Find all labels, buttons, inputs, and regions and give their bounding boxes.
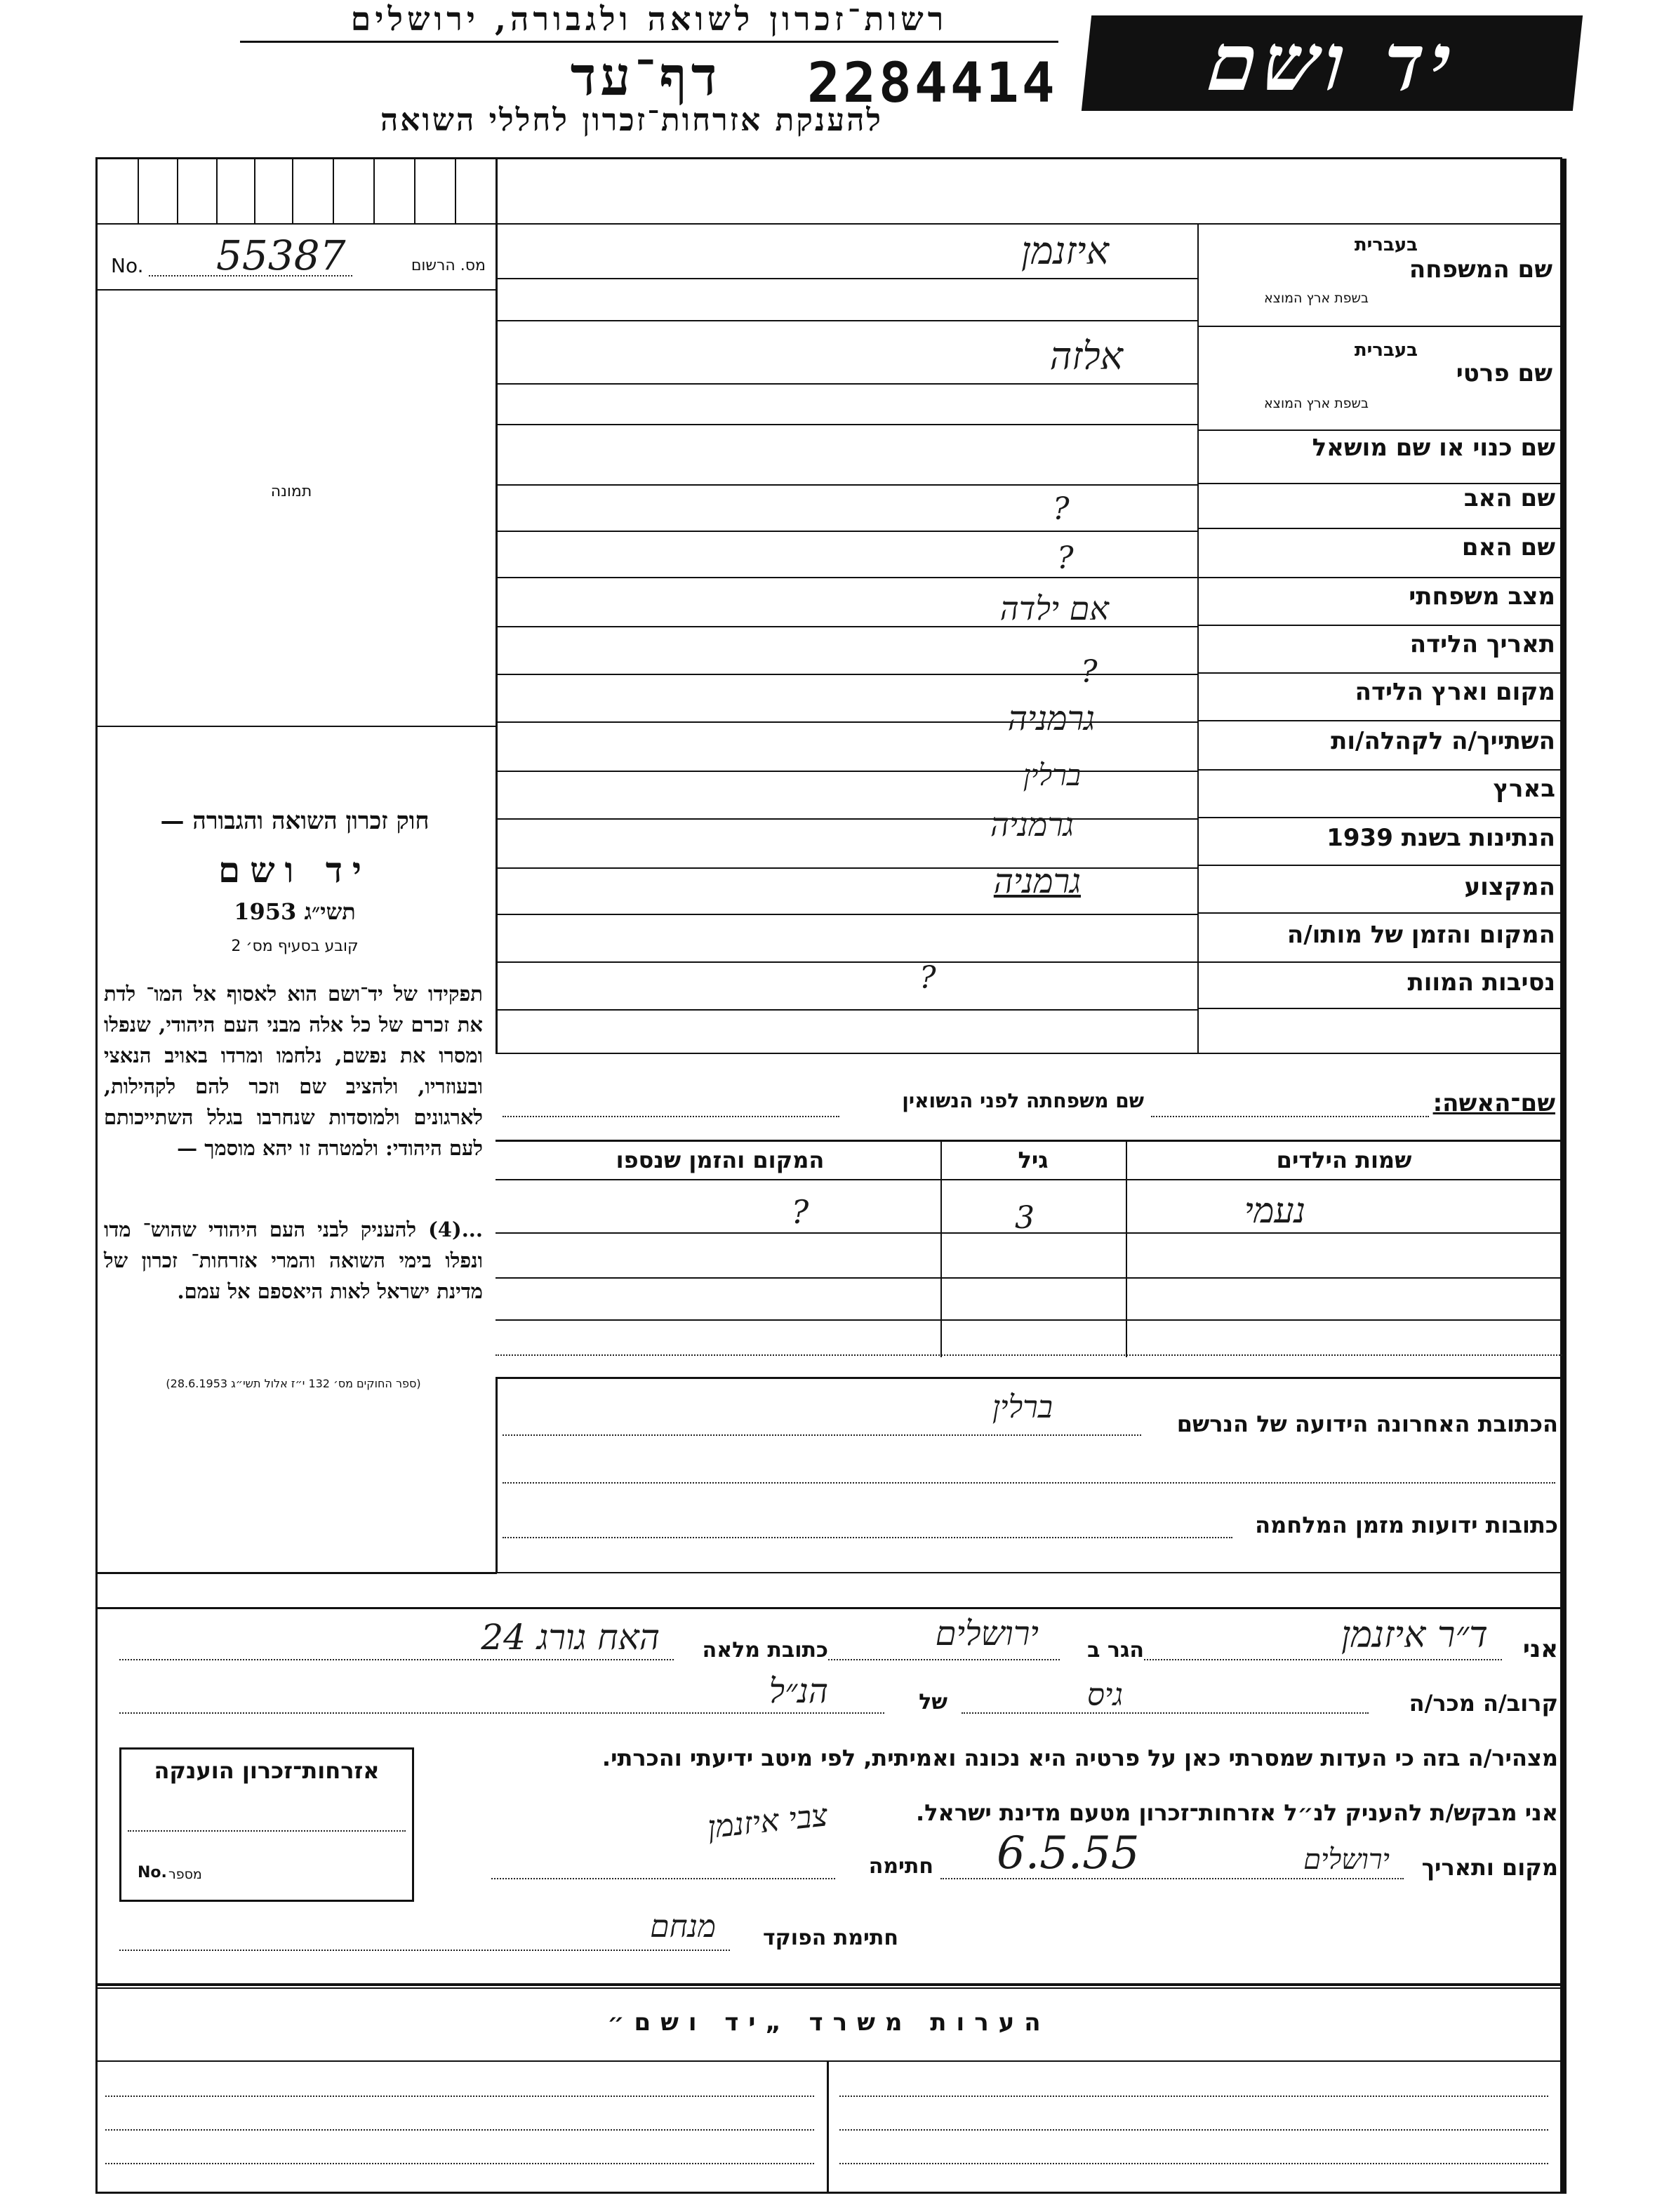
law-title: חוק זכרון השואה והגבורה — — [160, 807, 430, 835]
last-address-value[interactable]: ברלין — [992, 1390, 1053, 1425]
place-date-label: מקום ותאריך — [1421, 1854, 1558, 1881]
child-name[interactable]: נעמי — [1244, 1190, 1305, 1231]
field-sub-origin: בשפת ארץ המוצא — [1263, 291, 1369, 306]
yad-vashem-logo — [1082, 15, 1583, 111]
law-year: תשי״ג 1953 — [234, 898, 356, 925]
field-sub-hebrew: בעברית — [1354, 234, 1418, 255]
declarant-ani: אני — [1522, 1635, 1558, 1663]
place-value[interactable]: ירושלים — [1303, 1844, 1390, 1876]
children-header-age: גיל — [1018, 1147, 1049, 1173]
field-value-family-name[interactable]: איזנמן — [1021, 229, 1109, 273]
registration-number: 55387 — [216, 232, 346, 279]
field-sub-hebrew: בעברית — [1354, 340, 1418, 361]
declarant-signature[interactable]: צבי איזנמן — [705, 1797, 830, 1846]
field-label-father: שם האב — [1463, 484, 1555, 512]
field-value-mother[interactable]: ? — [1057, 540, 1074, 576]
field-value-first-name[interactable]: אלזה — [1049, 334, 1123, 378]
registration-label: מס. הרשום — [411, 257, 486, 274]
field-label-birthplace: מקום וארץ הלידה — [1355, 678, 1555, 706]
declarant-resides-label: הגר ב — [1087, 1638, 1144, 1663]
officer-signature-label: חתימת הפוקד — [763, 1926, 898, 1950]
field-value-death-place-time[interactable]: ? — [919, 960, 936, 996]
form-number: 2284414 — [807, 52, 1058, 115]
field-value-country[interactable]: גרמניה — [990, 806, 1074, 844]
child-death-place[interactable]: ? — [791, 1193, 809, 1231]
field-label-birth-date: תאריך הלידה — [1409, 630, 1555, 658]
stamp-title: אזרחות־זכרון הוענקה — [154, 1757, 380, 1784]
law-clause: קובע בסעיף מס׳ 2 — [231, 938, 359, 955]
field-value-birth-date[interactable]: ? — [1081, 654, 1098, 690]
field-value-marital-status[interactable]: אם ילדה — [999, 589, 1109, 627]
logo-text: יד ושם — [1204, 17, 1461, 109]
field-label-family-name: שם המשפחה — [1409, 255, 1552, 284]
field-label-marital-status: מצב משפחתי — [1409, 582, 1555, 611]
relation-label: קרוב/ה מכר/ה — [1409, 1690, 1558, 1717]
field-value-citizenship-1939[interactable]: גרמניה — [993, 862, 1081, 901]
relation-of-label: של — [919, 1690, 947, 1714]
form-subtitle: להענקת אזרחות־זכרון לחללי השואה — [380, 102, 883, 138]
relation-value[interactable]: גיס — [1086, 1677, 1123, 1713]
declarant-city[interactable]: ירושלים — [935, 1614, 1039, 1653]
field-value-community[interactable]: ברלין — [1023, 758, 1081, 792]
field-label-profession: המקצוע — [1464, 873, 1555, 901]
field-label-citizenship-1939: הנתינות בשנת 1939 — [1326, 824, 1555, 852]
request-text: אני מבקש/ת להעניק לנ״ל אזרחות־זכרון מטעם מדינת ישראל. — [916, 1799, 1558, 1826]
field-label-death-circumstances: נסיבות המוות — [1407, 968, 1555, 997]
relation-of-value[interactable]: הנ״ל — [769, 1672, 828, 1711]
wartime-address-label: כתובות ידועות מזמן המלחמה — [1255, 1512, 1558, 1538]
date-value[interactable]: 6.5.55 — [997, 1827, 1140, 1879]
field-value-father[interactable]: ? — [1053, 491, 1070, 527]
declarant-address-label: כתובת מלאה — [702, 1638, 828, 1663]
authority-name: רשות־זכרון לשואה ולגבורה, ירושלים — [350, 0, 948, 38]
law-reference: (ספר החוקים מס׳ 132 י״ז אלול תשי״ג 28.6.1953) — [166, 1377, 421, 1390]
last-address-label: הכתובת האחרונה הידועה של הנרשם — [1176, 1411, 1558, 1437]
declarant-name[interactable]: ד״ר איזנמן — [1341, 1614, 1488, 1656]
photo-label: תמונה — [270, 483, 312, 500]
field-label-mother: שם האם — [1461, 533, 1555, 561]
office-remarks-title: הערות משרד „יד ושם״ — [607, 2008, 1051, 2037]
field-label-first-name: שם פרטי — [1456, 359, 1552, 387]
signature-label: חתימה — [868, 1854, 933, 1879]
stamp-number-label: מספר — [168, 1867, 202, 1882]
law-subclause: ...(4) להעניק לבני העם היהודי שהוש־ מדו ונפלו בימי השואה והמרי אזרחות־ זכרון של מדינת ישראל לאות היאספם אל עמם. — [104, 1218, 483, 1303]
spouse-maiden-label: שם משפחתה לפני הנשואין — [902, 1089, 1144, 1112]
field-label-death-place-time: המקום והזמן של מותו/ה — [1286, 921, 1555, 949]
form-title: דף־עד — [570, 45, 721, 107]
child-age[interactable]: 3 — [1015, 1200, 1035, 1236]
law-body: תפקידו של יד־ושם הוא לאסוף אל המו־ לדת את זכרם של כל אלה מבני העם היהודי, שנפלו ומסרו את נפשם, נלחמו ומרדו באויב הנאצי ובעוזריו, ולהציב שם וזכר להם לקהילות, לארגונים ולמוסדות שנחרבו בגלל השתייכותם לעם היהודי: ולמטרה זו יהא מוסמך — — [104, 982, 483, 1160]
officer-signature[interactable]: מנחם — [650, 1909, 716, 1945]
no-label: No. — [111, 254, 144, 277]
photo-area — [98, 291, 494, 726]
field-value-birthplace[interactable]: גרמניה — [1007, 699, 1095, 738]
children-header-place: המקום והזמן שנספו — [616, 1147, 825, 1173]
declaration-text: מצהיר/ה בזה כי העדות שמסרתי כאן על פרטיה היא נכונה ואמיתית, לפי מיטב ידיעתי והכרתי. — [601, 1745, 1558, 1771]
spouse-label: שם־האשה: — [1432, 1089, 1555, 1117]
law-name: יד ושם — [218, 849, 371, 891]
declarant-address[interactable]: האח גורג 24 — [481, 1617, 660, 1658]
field-label-community: השתייך/ה לקהלה/ות — [1331, 727, 1555, 755]
field-sub-origin: בשפת ארץ המוצא — [1263, 396, 1369, 411]
stamp-no-label: No. — [138, 1864, 167, 1881]
field-label-nickname: שם כנוי או שם מושאל — [1312, 434, 1555, 462]
children-header-names: שמות הילדים — [1276, 1147, 1412, 1173]
field-label-country: בארץ — [1493, 775, 1555, 803]
